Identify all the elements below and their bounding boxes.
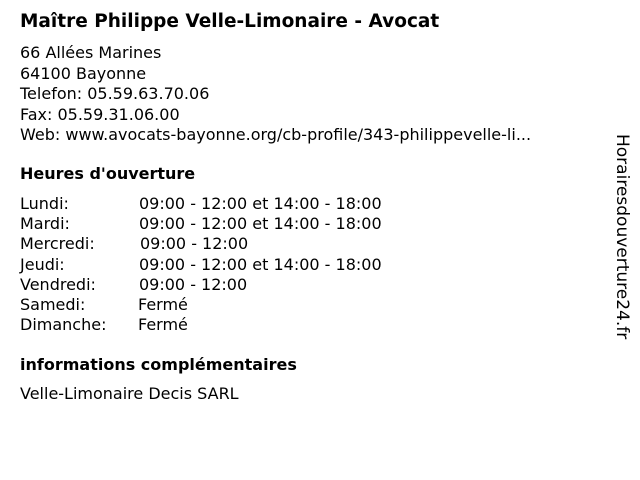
phone-number: Telefon: 05.59.63.70.06: [20, 84, 210, 103]
hours-heading: Heures d'ouverture: [20, 164, 196, 183]
day-label: Dimanche:: [20, 315, 107, 335]
info-heading: informations complémentaires: [20, 355, 297, 374]
time-value: 09:00 - 12:00: [139, 274, 248, 294]
website-link[interactable]: Web: www.avocats-bayonne.org/cb-profile/343-philippevelle-li...: [20, 125, 532, 144]
time-value: 09:00 - 12:00 et 14:00 - 18:00: [139, 194, 382, 213]
time-value: Fermé: [138, 294, 188, 314]
time-value: 09:00 - 12:00 et 14:00 - 18:00: [139, 254, 382, 274]
day-label: Samedi:: [20, 294, 86, 314]
day-label: Mardi:: [20, 214, 70, 234]
time-value: 09:00 - 12:00: [140, 234, 249, 254]
fax-number: Fax: 05.59.31.06.00: [20, 104, 180, 124]
page-title: Maître Philippe Velle-Limonaire - Avocat: [20, 11, 440, 32]
day-label: Lundi:: [20, 194, 69, 213]
brand-watermark: Horairesdouverture24.fr: [612, 134, 632, 340]
address-city: 64100 Bayonne: [20, 63, 147, 83]
address-street: 66 Allées Marines: [20, 43, 162, 62]
company-name: Velle-Limonaire Decis SARL: [20, 384, 239, 403]
day-label: Mercredi:: [20, 234, 95, 254]
time-value: Fermé: [138, 315, 188, 335]
day-label: Vendredi:: [20, 274, 96, 294]
contact-details: [20, 43, 531, 146]
day-label: Jeudi:: [20, 254, 65, 274]
time-value: 09:00 - 12:00 et 14:00 - 18:00: [139, 214, 382, 234]
